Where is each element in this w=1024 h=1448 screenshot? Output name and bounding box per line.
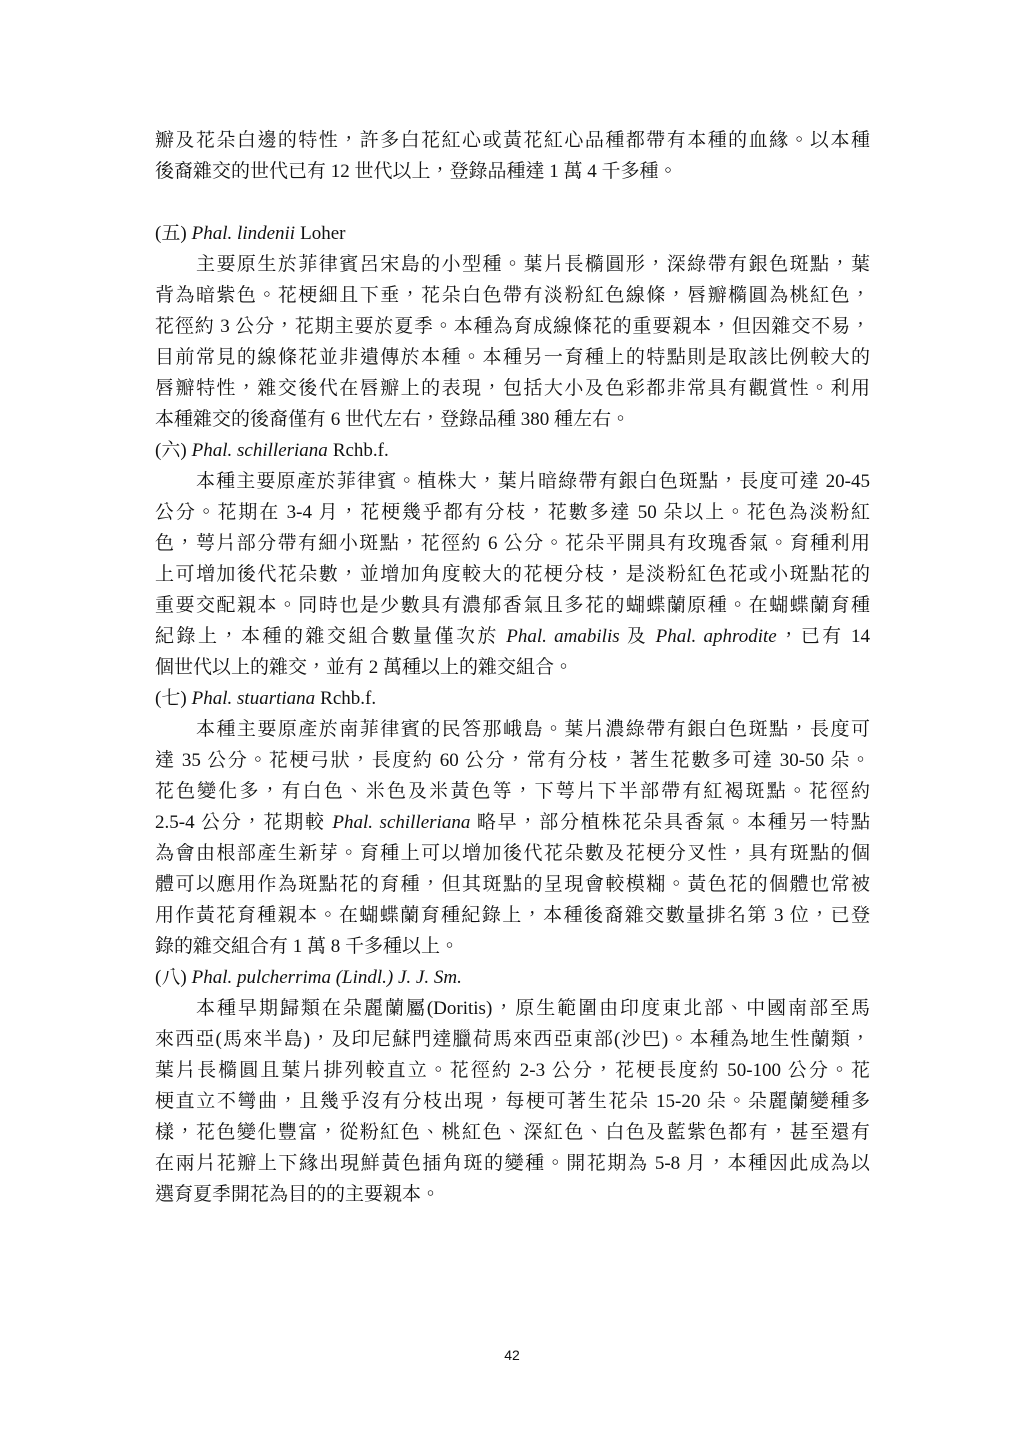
species-author: Rchb.f. — [320, 687, 377, 709]
text-line — [155, 807, 870, 838]
text-line: 本種主要原產於南菲律賓的民答那峨島。葉片濃綠帶有銀白色斑點，長度可 — [196, 718, 870, 740]
text-segment: ，已有 14 — [776, 625, 870, 647]
text-line: 背為暗紫色。花梗細且下垂，花朵白色帶有淡粉紅色線條，唇瓣橢圓為桃紅色， — [155, 284, 870, 306]
text-line: 體可以應用作為斑點花的育種，但其斑點的呈現會較模糊。黃色花的個體也常被 — [155, 873, 870, 895]
text-line: 選育夏季開花為目的的主要親本。 — [155, 1183, 441, 1205]
text-line: 目前常見的線條花並非遺傳於本種。本種另一育種上的特點則是取該比例較大的 — [155, 346, 870, 368]
paragraph-intro — [155, 125, 870, 187]
species-name: Phal. schilleriana — [191, 439, 328, 461]
text-line: 花徑約 3 公分，花期主要於夏季。本種為育成線條花的重要親本，但因雜交不易， — [155, 315, 870, 337]
text-segment: 2.5-4 公分，花期較 — [155, 811, 333, 833]
text-line: 來西亞(馬來半島)，及印尼蘇門達臘荷馬來西亞東部(沙巴)。本種為地生性蘭類， — [155, 1028, 870, 1050]
text-line: 個世代以上的雜交，並有 2 萬種以上的雜交組合。 — [155, 656, 574, 678]
text-line: 梗直立不彎曲，且幾乎沒有分枝出現，每梗可著生花朵 15-20 朵。朵麗蘭變種多 — [155, 1090, 870, 1112]
section-heading-8 — [155, 962, 870, 993]
page-number: 42 — [504, 1347, 520, 1363]
species-name-inline: Phal. aphrodite — [655, 625, 777, 647]
text-line: 樣，花色變化豐富，從粉紅色、桃紅色、深紅色、白色及藍紫色都有，甚至還有 — [155, 1121, 870, 1143]
paragraph-section-6 — [155, 466, 870, 683]
page-content — [155, 125, 870, 1210]
section-number: (六) — [155, 439, 187, 461]
text-line: 重要交配親本。同時也是少數具有濃郁香氣且多花的蝴蝶蘭原種。在蝴蝶蘭育種 — [155, 594, 870, 616]
species-name-inline: Phal. amabilis — [506, 625, 620, 647]
text-line: 本種早期歸類在朵麗蘭屬(Doritis)，原生範圍由印度東北部、中國南部至馬 — [196, 997, 870, 1019]
text-line: 唇瓣特性，雜交後代在唇瓣上的表現，包括大小及色彩都非常具有觀賞性。利用 — [155, 377, 870, 399]
species-name: Phal. stuartiana — [191, 687, 316, 709]
text-line: 花色變化多，有白色、米色及米黃色等，下萼片下半部帶有紅褐斑點。花徑約 — [155, 780, 870, 802]
paragraph-section-8 — [155, 993, 870, 1210]
text-line: 色，萼片部分帶有細小斑點，花徑約 6 公分。花朵平開具有玫瑰香氣。育種利用 — [155, 532, 870, 554]
text-line: 為會由根部產生新芽。育種上可以增加後代花朵數及花梗分叉性，具有斑點的個 — [155, 842, 870, 864]
text-line: 用作黃花育種親本。在蝴蝶蘭育種紀錄上，本種後裔雜交數量排名第 3 位，已登 — [155, 904, 870, 926]
text-segment: 略早，部分植株花朵具香氣。本種另一特點 — [470, 811, 871, 833]
text-line: 公分。花期在 3-4 月，花梗幾乎都有分枝，花數多達 50 朵以上。花色為淡粉紅 — [155, 501, 870, 523]
section-heading-6 — [155, 435, 870, 466]
blank-line — [155, 187, 870, 218]
text-segment: 及 — [619, 625, 656, 647]
text-line: 後裔雜交的世代已有 12 世代以上，登錄品種達 1 萬 4 千多種。 — [155, 160, 678, 182]
text-line: 瓣及花朵白邊的特性，許多白花紅心或黃花紅心品種都帶有本種的血緣。以本種 — [155, 129, 870, 151]
section-heading-5 — [155, 218, 870, 249]
text-line: 葉片長橢圓且葉片排列較直立。花徑約 2-3 公分，花梗長度約 50-100 公分。花 — [155, 1059, 870, 1081]
text-line: 上可增加後代花朵數，並增加角度較大的花梗分枝，是淡粉紅色花或小斑點花的 — [155, 563, 870, 585]
section-number: (五) — [155, 222, 187, 244]
text-line: 在兩片花瓣上下緣出現鮮黃色插角斑的變種。開花期為 5-8 月，本種因此成為以 — [155, 1152, 870, 1174]
text-line: 達 35 公分。花梗弓狀，長度約 60 公分，常有分枝，著生花數多可達 30-50 朵。 — [155, 749, 870, 771]
species-name-inline: Phal. schilleriana — [332, 811, 471, 833]
species-author: Rchb.f. — [332, 439, 389, 461]
section-heading-7 — [155, 683, 870, 714]
text-line — [155, 621, 870, 652]
text-line: 錄的雜交組合有 1 萬 8 千多種以上。 — [155, 935, 460, 957]
section-number: (七) — [155, 687, 187, 709]
text-line: 本種主要原產於菲律賓。植株大，葉片暗綠帶有銀白色斑點，長度可達 20-45 — [196, 470, 870, 492]
text-line: 本種雜交的後裔僅有 6 世代左右，登錄品種 380 種左右。 — [155, 408, 631, 430]
paragraph-section-7 — [155, 714, 870, 962]
species-name: Phal. pulcherrima (Lindl.) J. J. Sm. — [191, 966, 462, 988]
species-name: Phal. lindenii — [191, 222, 296, 244]
text-segment: 紀錄上，本種的雜交組合數量僅次於 — [155, 625, 507, 647]
section-number: (八) — [155, 966, 187, 988]
paragraph-section-5 — [155, 249, 870, 435]
species-author: Loher — [300, 222, 346, 244]
text-line: 主要原生於菲律賓呂宋島的小型種。葉片長橢圓形，深綠帶有銀色斑點，葉 — [196, 253, 870, 275]
